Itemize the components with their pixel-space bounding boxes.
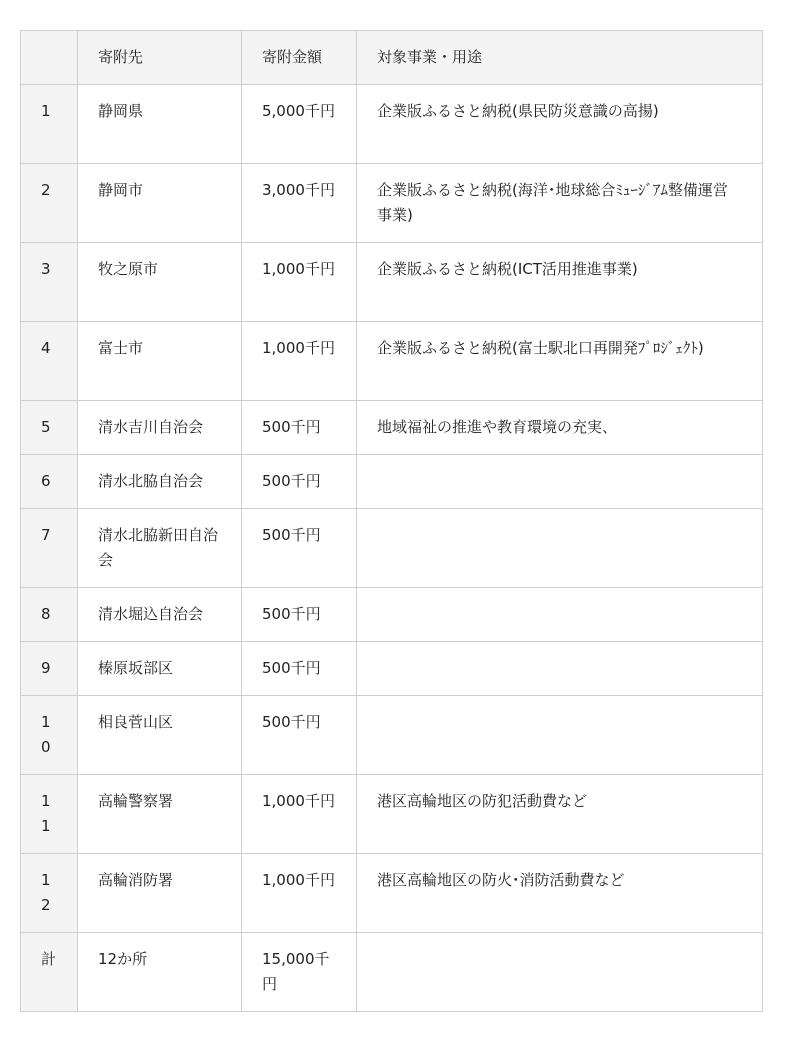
row-recipient: 清水北脇自治会 [78, 455, 242, 509]
row-purpose: 港区高輪地区の防犯活動費など [357, 775, 763, 854]
row-number: 4 [21, 322, 78, 401]
row-amount: 3,000千円 [242, 164, 357, 243]
donation-table [20, 30, 763, 1012]
row-purpose: 地域福祉の推進や教育環境の充実、 [357, 401, 763, 455]
row-number: 6 [21, 455, 78, 509]
table-row [21, 509, 763, 588]
row-purpose: 企業版ふるさと納税(富士駅北口再開発ﾌﾟﾛｼﾞｪｸﾄ) [357, 322, 763, 401]
row-amount: 5,000千円 [242, 85, 357, 164]
header-amount: 寄附金額 [242, 31, 357, 85]
row-amount: 1,000千円 [242, 854, 357, 933]
table-row [21, 642, 763, 696]
row-purpose [357, 642, 763, 696]
row-recipient: 清水北脇新田自治会 [78, 509, 242, 588]
row-recipient: 清水吉川自治会 [78, 401, 242, 455]
row-amount: 1,000千円 [242, 775, 357, 854]
header-recipient: 寄附先 [78, 31, 242, 85]
table-row [21, 696, 763, 775]
row-amount: 500千円 [242, 455, 357, 509]
row-purpose [357, 696, 763, 775]
table-row [21, 401, 763, 455]
table-header-row [21, 31, 763, 85]
row-amount: 500千円 [242, 509, 357, 588]
row-recipient: 静岡市 [78, 164, 242, 243]
row-number: 8 [21, 588, 78, 642]
row-recipient: 牧之原市 [78, 243, 242, 322]
table-total-row [21, 933, 763, 1012]
header-number [21, 31, 78, 85]
row-number: 10 [21, 696, 78, 775]
row-amount: 500千円 [242, 401, 357, 455]
total-purpose [357, 933, 763, 1012]
row-recipient: 高輪警察署 [78, 775, 242, 854]
row-recipient: 榛原坂部区 [78, 642, 242, 696]
row-number: 9 [21, 642, 78, 696]
table-row [21, 243, 763, 322]
row-number: 2 [21, 164, 78, 243]
row-purpose: 企業版ふるさと納税(海洋･地球総合ﾐｭｰｼﾞｱﾑ整備運営事業) [357, 164, 763, 243]
row-amount: 500千円 [242, 642, 357, 696]
row-amount: 1,000千円 [242, 243, 357, 322]
row-purpose: 企業版ふるさと納税(ICT活用推進事業) [357, 243, 763, 322]
row-purpose [357, 588, 763, 642]
table-row [21, 85, 763, 164]
table-row [21, 588, 763, 642]
row-recipient: 相良菅山区 [78, 696, 242, 775]
header-purpose: 対象事業・用途 [357, 31, 763, 85]
row-purpose: 港区高輪地区の防火･消防活動費など [357, 854, 763, 933]
row-purpose [357, 455, 763, 509]
row-recipient: 富士市 [78, 322, 242, 401]
table-row [21, 322, 763, 401]
table-row [21, 854, 763, 933]
row-number: 11 [21, 775, 78, 854]
row-number: 7 [21, 509, 78, 588]
total-recipient-count: 12か所 [78, 933, 242, 1012]
row-number: 1 [21, 85, 78, 164]
row-recipient: 清水堀込自治会 [78, 588, 242, 642]
row-purpose [357, 509, 763, 588]
row-recipient: 静岡県 [78, 85, 242, 164]
row-number: 3 [21, 243, 78, 322]
row-amount: 500千円 [242, 696, 357, 775]
table-row [21, 164, 763, 243]
total-label: 計 [21, 933, 78, 1012]
row-number: 12 [21, 854, 78, 933]
row-amount: 500千円 [242, 588, 357, 642]
total-amount: 15,000千円 [242, 933, 357, 1012]
row-purpose: 企業版ふるさと納税(県民防災意識の高揚) [357, 85, 763, 164]
row-number: 5 [21, 401, 78, 455]
table-row [21, 455, 763, 509]
row-recipient: 高輪消防署 [78, 854, 242, 933]
row-amount: 1,000千円 [242, 322, 357, 401]
table-row [21, 775, 763, 854]
